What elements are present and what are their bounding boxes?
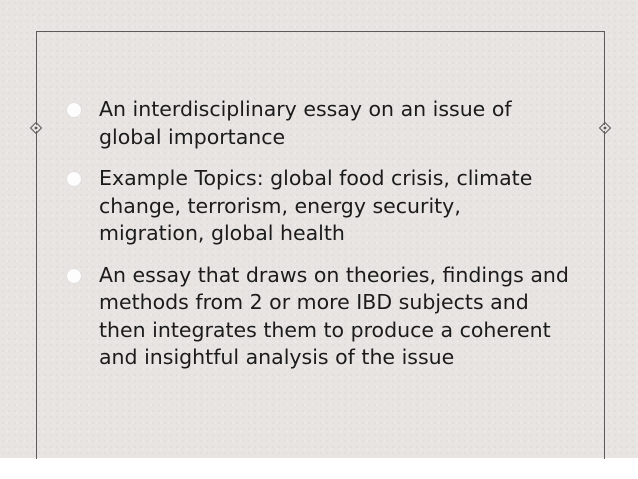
- diamond-dot-icon: [30, 122, 42, 134]
- bullet-text: Example Topics: global food crisis, climate change, terrorism, energy security, migration, global health: [99, 166, 533, 245]
- list-item: [67, 262, 587, 372]
- circle-bullet-icon: [67, 103, 81, 117]
- bullet-text: An essay that draws on theories, findings and methods from 2 or more IBD subjects and then integrates them to produce a coherent and insightful analysis of the issue: [99, 262, 569, 369]
- circle-bullet-icon: [67, 269, 81, 283]
- circle-bullet-icon: [67, 172, 81, 186]
- diamond-dot-icon: [599, 122, 611, 134]
- list-item: [67, 96, 587, 151]
- bullet-list: [67, 96, 587, 386]
- list-item: [67, 165, 587, 248]
- bullet-text: An interdisciplinary essay on an issue of global importance: [99, 97, 512, 149]
